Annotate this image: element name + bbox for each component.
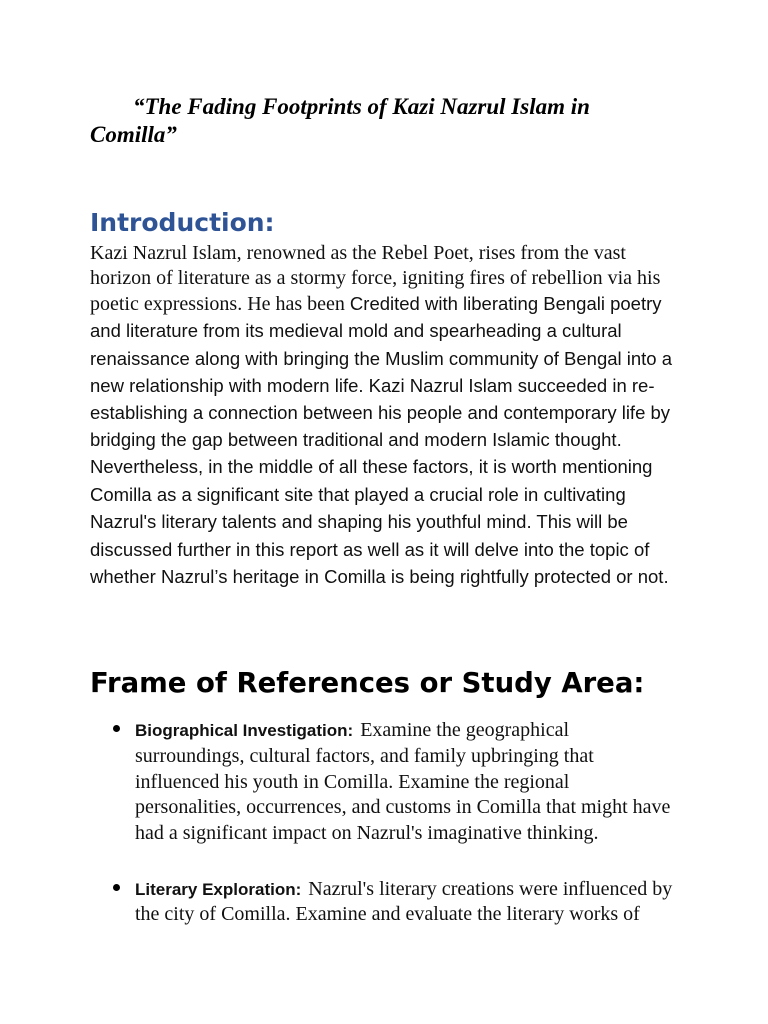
paragraph-line: establishing a connection between his people and contemporary life by (90, 402, 671, 423)
paragraph-line: renaissance along with bringing the Muslim community of Bengal into a (90, 348, 673, 369)
document-title-line-2: Comilla” (90, 122, 177, 147)
paragraph-line: new relationship with modern life. Kazi Nazrul Islam succeeded in re- (90, 375, 655, 396)
list-item-line: the city of Comilla. Examine and evaluate the literary works of (135, 903, 640, 925)
paragraph-line: discussed further in this report as well as it will delve into the topic of (90, 539, 650, 560)
paragraph-line: whether Nazrul’s heritage in Comilla is being rightfully protected or not. (90, 566, 669, 587)
paragraph-line-serif-part: poetic expressions. He has been (90, 293, 350, 315)
list-item-line (135, 717, 569, 745)
frame-of-references-heading: Frame of References or Study Area: (90, 667, 645, 699)
paragraph-line: Nazrul's literary talents and shaping his youthful mind. This will be (90, 511, 628, 532)
paragraph-line-sans-part: Credited with liberating Bengali poetry (349, 293, 662, 314)
list-item-line: had a significant impact on Nazrul's imaginative thinking. (135, 822, 599, 844)
list-item-text: Nazrul's literary creations were influenced by (308, 878, 673, 900)
introduction-heading: Introduction: (90, 208, 275, 237)
list-item-line: influenced his youth in Comilla. Examine the regional (135, 771, 570, 793)
bullet-icon (113, 884, 120, 891)
list-item-text: Examine the geographical (360, 719, 570, 741)
paragraph-line: Nevertheless, in the middle of all these factors, it is worth mentioning (90, 456, 653, 477)
paragraph-line (90, 291, 662, 319)
list-item-line: personalities, occurrences, and customs in Comilla that might have (135, 796, 671, 818)
document-title-line-1: “The Fading Footprints of Kazi Nazrul Islam in (133, 94, 590, 119)
paragraph-line: horizon of literature as a stormy force, igniting fires of rebellion via his (90, 267, 661, 289)
paragraph-line: Comilla as a significant site that played a crucial role in cultivating (90, 484, 626, 505)
list-item-label: Biographical Investigation: (135, 721, 354, 740)
list-item-label: Literary Exploration: (135, 880, 302, 899)
paragraph-line: and literature from its medieval mold and spearheading a cultural (90, 320, 622, 341)
paragraph-line: bridging the gap between traditional and modern Islamic thought. (90, 429, 622, 450)
bullet-icon (113, 725, 120, 732)
list-item-line: surroundings, cultural factors, and family upbringing that (135, 745, 594, 767)
paragraph-line: Kazi Nazrul Islam, renowned as the Rebel Poet, rises from the vast (90, 242, 626, 264)
list-item-line (135, 876, 672, 904)
